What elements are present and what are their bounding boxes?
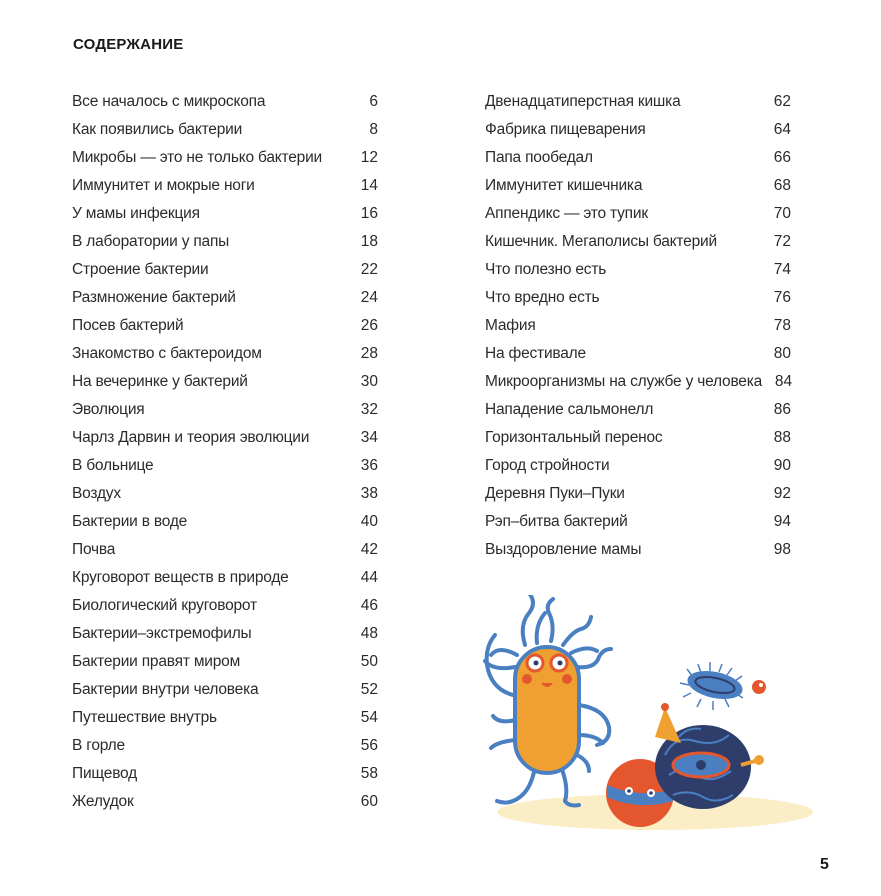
toc-entry-page: 48 [360,625,378,642]
toc-entry [485,118,791,146]
toc-entry-page: 66 [773,149,791,166]
toc-entry-page: 28 [360,345,378,362]
toc-entry-page: 30 [360,373,378,390]
toc-entry [72,202,378,230]
toc-entry [485,146,791,174]
toc-entry-title: Посев бактерий [72,317,184,334]
toc-entry-page: 70 [773,205,791,222]
toc-entry [485,314,791,342]
orange-bacterium-body [515,647,579,773]
toc-entry [72,118,378,146]
toc-entry-page: 64 [773,121,791,138]
toc-entry-title: Микробы — это не только бактерии [72,149,323,166]
toc-entry-page: 36 [360,457,378,474]
toc-entry-title: Как появились бактерии [72,121,243,138]
toc-entry-title: На вечеринке у бактерий [72,373,248,390]
toc-entry-title: Эволюция [72,401,145,418]
toc-entry-title: Строение бактерии [72,261,209,278]
page-number: 5 [820,856,829,873]
toc-entry-title: Все началось с микроскопа [72,93,266,110]
toc-entry-title: Нападение сальмонелл [485,401,654,418]
toc-entry-title: Размножение бактерий [72,289,236,306]
flying-bacterium-icon [680,662,766,710]
toc-entry-page: 40 [360,513,378,530]
toc-entry-title: Биологический круговорот [72,597,257,614]
toc-entry-page: 50 [360,653,378,670]
toc-entry-title: В горле [72,737,125,754]
toc-entry [485,482,791,510]
toc-entry [485,202,791,230]
toc-entry-page: 78 [773,317,791,334]
toc-entry-title: Горизонтальный перенос [485,429,663,446]
toc-entry-page: 12 [360,149,378,166]
toc-entry-page: 88 [773,429,791,446]
toc-entry [485,426,791,454]
toc-entry-page: 38 [360,485,378,502]
toc-entry-page: 42 [360,541,378,558]
toc-entry [485,342,791,370]
toc-entry-title: У мамы инфекция [72,205,200,222]
toc-entry [72,174,378,202]
toc-entry-title: Что полезно есть [485,261,607,278]
toc-entry-page: 76 [773,289,791,306]
toc-entry-page: 8 [369,121,378,138]
toc-entry-title: Круговорот веществ в природе [72,569,289,586]
toc-entry-page: 24 [360,289,378,306]
toc-entry [485,370,791,398]
toc-entry-page: 58 [360,765,378,782]
toc-entry-page: 46 [360,597,378,614]
toc-entry-page: 62 [773,93,791,110]
toc-entry-title: Бактерии внутри человека [72,681,259,698]
toc-entry-title: Мафия [485,317,536,334]
toc-entry [72,286,378,314]
toc-entry [72,678,378,706]
toc-entry [72,734,378,762]
toc-entry-title: Иммунитет и мокрые ноги [72,177,255,194]
toc-entry [485,230,791,258]
toc-entry-page: 14 [360,177,378,194]
toc-entry-title: Фабрика пищеварения [485,121,646,138]
toc-entry-title: Рэп–битва бактерий [485,513,628,530]
toc-entry [72,622,378,650]
toc-entry [72,650,378,678]
toc-entry-title: Бактерии в воде [72,513,188,530]
toc-entry-page: 84 [774,373,793,390]
toc-entry [485,258,791,286]
toc-entry-title: На фестивале [485,345,586,362]
toc-entry-title: Микроорганизмы на службе у человека [485,373,763,390]
toc-entry [72,90,378,118]
toc-entry-page: 32 [360,401,378,418]
toc-entry-title: Пищевод [72,765,137,782]
toc-entry [72,566,378,594]
toc-entry-title: В лаборатории у папы [72,233,230,250]
toc-entry [485,454,791,482]
toc-entry-title: Бактерии правят миром [72,653,241,670]
toc-entry-page: 98 [773,541,791,558]
toc-entry-page: 52 [360,681,378,698]
navy-party-bacterium-icon [655,703,764,809]
toc-entry-page: 6 [369,93,378,110]
toc-entry-title: Желудок [72,793,134,810]
page-title: СОДЕРЖАНИЕ [73,36,184,53]
toc-entry [72,258,378,286]
toc-entry-title: Воздух [72,485,121,502]
toc-entry [485,398,791,426]
toc-entry [72,370,378,398]
toc-entry-page: 74 [773,261,791,278]
toc-entry-page: 94 [773,513,791,530]
toc-entry [72,230,378,258]
bacteria-party-illustration [465,595,815,840]
toc-entry [72,762,378,790]
toc-entry-title: Выздоровление мамы [485,541,642,558]
toc-entry-page: 86 [773,401,791,418]
toc-entry [72,398,378,426]
toc-entry-title: Что вредно есть [485,289,600,306]
toc-left-column [72,90,378,818]
toc-entry-title: Бактерии–экстремофилы [72,625,252,642]
toc-entry [72,538,378,566]
toc-entry-title: Путешествие внутрь [72,709,217,726]
toc-entry-title: Деревня Пуки–Пуки [485,485,625,502]
toc-entry-page: 18 [360,233,378,250]
toc-entry [72,482,378,510]
toc-entry-title: Аппендикс — это тупик [485,205,648,222]
toc-entry-title: Папа пообедал [485,149,593,166]
toc-entry-page: 72 [773,233,791,250]
toc-entry [485,174,791,202]
toc-entry [72,426,378,454]
toc-entry-page: 90 [773,457,791,474]
toc-entry-title: Почва [72,541,116,558]
toc-entry-title: Иммунитет кишечника [485,177,643,194]
toc-right-column [485,90,791,566]
toc-entry [485,286,791,314]
toc-entry [485,538,791,566]
toc-entry-page: 60 [360,793,378,810]
toc-entry [72,706,378,734]
toc-entry [72,342,378,370]
toc-entry-page: 56 [360,737,378,754]
toc-entry-page: 26 [360,317,378,334]
toc-entry [72,510,378,538]
toc-entry-page: 22 [360,261,378,278]
toc-entry-page: 34 [360,429,378,446]
toc-entry-title: Город стройности [485,457,610,474]
toc-entry-page: 80 [773,345,791,362]
toc-entry [485,510,791,538]
toc-entry [72,146,378,174]
toc-entry-page: 92 [773,485,791,502]
toc-entry [485,90,791,118]
toc-entry-title: Кишечник. Мегаполисы бактерий [485,233,717,250]
toc-entry [72,594,378,622]
toc-entry [72,454,378,482]
toc-entry-title: Двенадцатиперстная кишка [485,93,681,110]
toc-entry-page: 68 [773,177,791,194]
toc-entry-page: 54 [360,709,378,726]
toc-entry-page: 44 [360,569,378,586]
toc-entry [72,790,378,818]
toc-entry-page: 16 [360,205,378,222]
toc-entry-title: Знакомство с бактероидом [72,345,262,362]
toc-entry [72,314,378,342]
toc-entry-title: В больнице [72,457,154,474]
toc-entry-title: Чарлз Дарвин и теория эволюции [72,429,310,446]
